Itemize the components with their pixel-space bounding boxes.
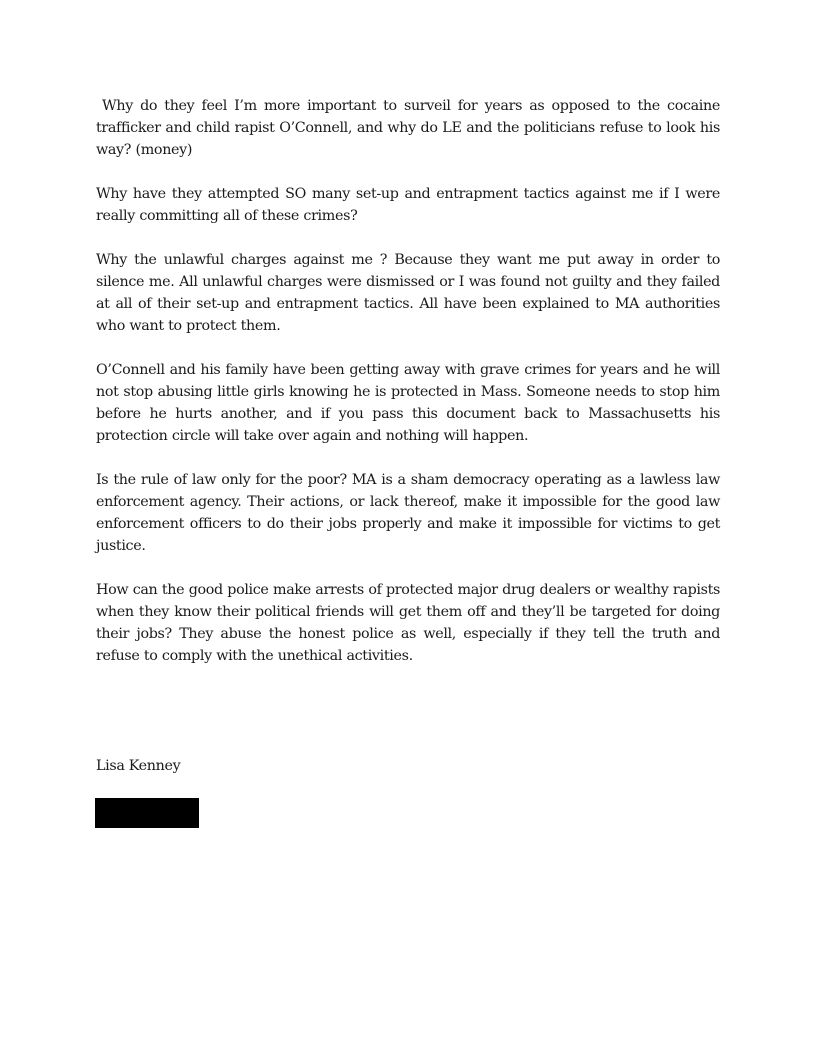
paragraph-good-police: How can the good police make arrests of protected major drug dealers or wealthy rapists when they know their political friends will get them off and they’ll be targeted for doing their jobs? They abuse the honest police as well, especially if they tell the truth and refuse to comply with the unethical activities. [96,582,720,664]
paragraph-unlawful-charges: Why the unlawful charges against me ? Because they want me put away in order to silence me. All unlawful charges were dismissed or I was found not guilty and they failed at all of their set-up and entrapment tactics. All have been explained to MA authorities who want to protect them. [96,252,720,334]
redaction-block [95,798,199,828]
signature-name: Lisa Kenney [96,758,181,774]
paragraph-entrapment-question: Why have they attempted SO many set-up and entrapment tactics against me if I were really committing all of these crimes? [96,186,720,224]
paragraph-surveillance-question: Why do they feel I’m more important to surveil for years as opposed to the cocaine trafficker and child rapist O’Connell, and why do LE and the politicians refuse to look his way? (money) [96,98,720,158]
letter-body [96,95,720,689]
paragraph-oconnell-crimes: O’Connell and his family have been getting away with grave crimes for years and he will not stop abusing little girls knowing he is protected in Mass. Someone needs to stop him before he hurts another, and if you pass this document back to Massachusetts his protection circle will take over again and nothing will happen. [96,362,720,444]
paragraph-rule-of-law: Is the rule of law only for the poor? MA is a sham democracy operating as a lawless law enforcement agency. Their actions, or lack thereof, make it impossible for the good law enforcement officers to do their jobs properly and make it impossible for victims to get justice. [96,472,720,554]
